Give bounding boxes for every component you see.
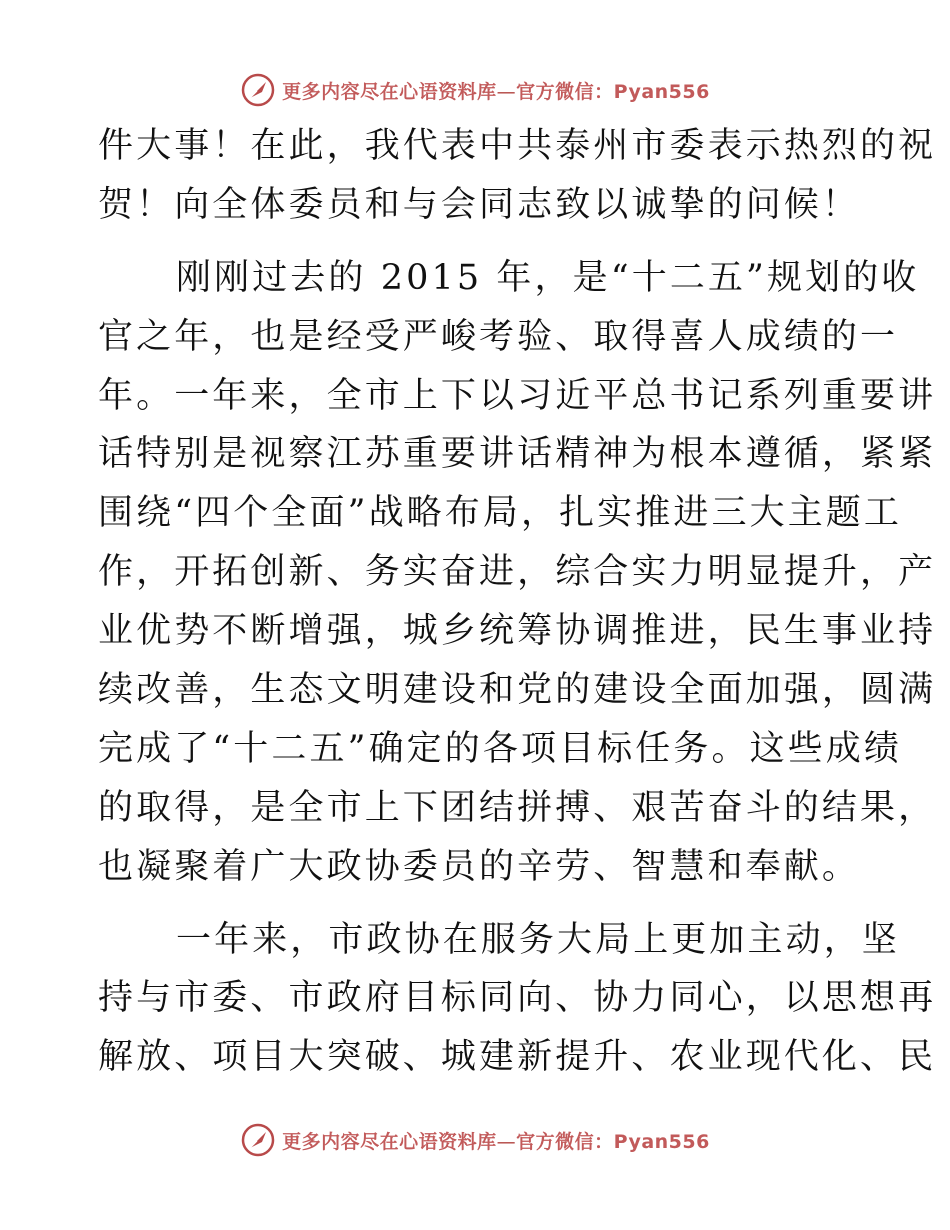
text-line: 话特别是视察江苏重要讲话精神为根本遵循，紧紧 (98, 434, 937, 475)
document-body (98, 124, 937, 1094)
text-line: 围绕“四个全面”战略布局，扎实推进三大主题工 (98, 493, 902, 534)
footer-watermark (0, 1120, 950, 1160)
text-line: 业优势不断增强，城乡统筹协调推进，民生事业持 (98, 611, 937, 652)
text-line: 的取得，是全市上下团结拼搏、艰苦奋斗的结果， (98, 787, 937, 828)
text-line: 作，开拓创新、务实奋进，综合实力明显提升，产 (98, 552, 937, 593)
text-line: 贺！向全体委员和与会同志致以诚挚的问候！ (98, 184, 861, 225)
watermark-text (282, 77, 710, 104)
text-line: 一年来，市政协在服务大局上更加主动，坚 (176, 919, 900, 960)
text-line: 持与市委、市政府目标同向、协力同心，以思想再 (98, 978, 937, 1019)
text-line: 完成了“十二五”确定的各项目标任务。这些成绩 (98, 728, 902, 769)
watermark-main: 更多内容尽在心语资料库 (282, 80, 497, 103)
text-line: 也凝聚着广大政协委员的辛劳、智慧和奉献。 (98, 846, 861, 887)
text-line: 刚刚过去的 2015 年，是“十二五”规划的收 (176, 257, 920, 298)
watermark-main: 更多内容尽在心语资料库 (282, 1130, 497, 1153)
text-line: 件大事！在此，我代表中共泰州市委表示热烈的祝 (98, 126, 937, 166)
watermark-wechat: 官方微信：Pyan556 (516, 80, 710, 103)
watermark-dash: — (496, 1130, 517, 1153)
watermark-text (282, 1127, 710, 1154)
quill-logo-icon (240, 1122, 276, 1158)
quill-logo-icon (240, 72, 276, 108)
watermark-dash: — (496, 80, 517, 103)
text-line: 年。一年来，全市上下以习近平总书记系列重要讲 (98, 375, 937, 416)
header-watermark (0, 70, 950, 110)
text-line: 官之年，也是经受严峻考验、取得喜人成绩的一 (98, 316, 899, 357)
text-line: 续改善，生态文明建设和党的建设全面加强，圆满 (98, 670, 937, 711)
watermark-wechat: 官方微信：Pyan556 (516, 1130, 710, 1153)
text-line: 解放、项目大突破、城建新提升、农业现代化、民 (98, 1037, 937, 1078)
